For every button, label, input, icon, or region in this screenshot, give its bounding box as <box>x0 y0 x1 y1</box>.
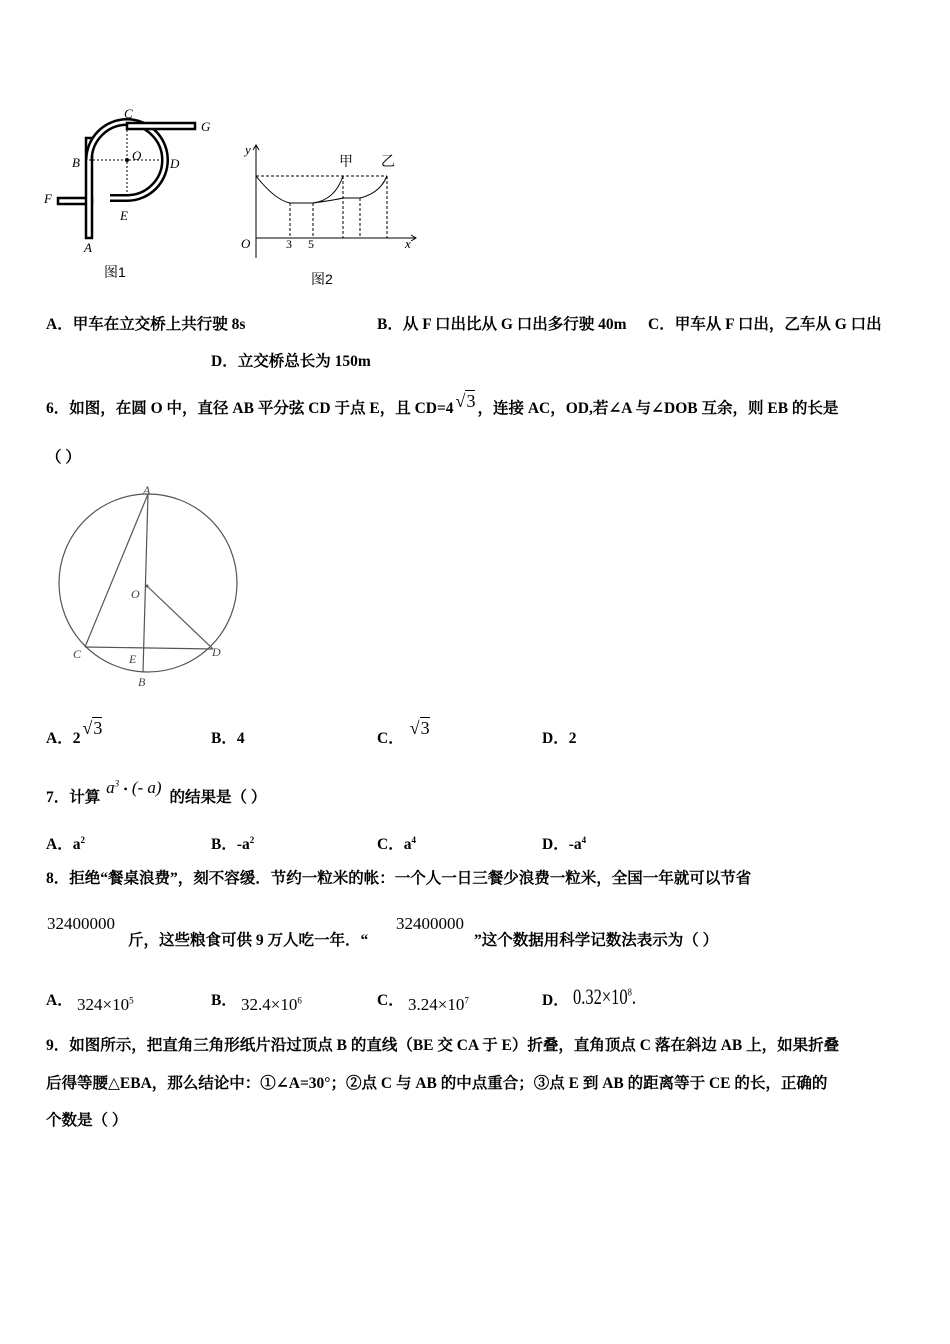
fig2-label-yi: 乙 <box>381 155 395 170</box>
fig2-label-y: y <box>245 142 251 157</box>
q8-option-c-label: C． <box>377 992 404 1009</box>
fig1-label-g: G <box>201 119 211 134</box>
fig2-label-o: O <box>241 236 251 251</box>
q8-line-1: 8．拒绝“餐桌浪费”，刻不容缓．节约一粒米的帐：一个人一日三餐少浪费一粒米，全国一年就可以节省 <box>46 870 752 887</box>
q8-line-2a: 斤，这些粮食可供 9 万人吃一年．“ <box>128 932 369 949</box>
q5-option-b: B．从 F 口出比从 G 口出多行驶 40m <box>377 316 627 333</box>
q7-option-b: B．$-a^2$ <box>211 834 255 853</box>
figure-2-caption: 图2 <box>311 271 333 287</box>
q8-option-d-value: $0.32\times 10^8$. <box>573 984 636 1009</box>
fig2-label-jia: 甲 <box>339 155 353 170</box>
q5-option-c: C．甲车从 F 口出，乙车从 G 口出 <box>648 316 882 333</box>
figure-1-caption: 图1 <box>104 264 126 280</box>
q9-line-1: 9．如图所示，把直角三角形纸片沿过顶点 B 的直线（BE 交 CA 于 E）折叠，直角顶点 C 落在斜边 AB 上，如果折叠 <box>46 1037 840 1054</box>
q8-option-d-label: D． <box>542 992 569 1009</box>
q8-option-b-value: $32.4\times 10^6$ <box>241 995 302 1014</box>
q6-paren: （ ） <box>46 449 81 466</box>
q7-option-c: C．$a^4$ <box>377 834 416 853</box>
q6-label-e: E <box>129 652 137 666</box>
q7-option-a: A．$a^2$ <box>46 834 85 853</box>
q5-option-d: D．立交桥总长为 150m <box>211 353 371 370</box>
q5-option-a: A．甲车在立交桥上共行驶 8s <box>46 316 246 333</box>
fig1-label-d: D <box>170 156 180 171</box>
figure-1-interchange <box>40 100 230 260</box>
q8-number-quoted: 32400000 <box>396 914 464 933</box>
fig1-label-f: F <box>44 191 52 206</box>
q8-number: 32400000 <box>47 914 115 933</box>
q7-option-d: D．$-a^4$ <box>542 834 587 853</box>
q6-option-b: B．4 <box>211 730 245 747</box>
q6-label-a: A <box>143 483 151 497</box>
q7-stem: 7．计算 $a^3$ • (- a) 的结果是（ ） <box>46 778 267 806</box>
fig1-label-b: B <box>72 155 80 170</box>
q6-option-a: A．2√3 <box>46 718 103 747</box>
q9-line-3: 个数是（ ） <box>46 1112 128 1129</box>
figure-2-graph <box>235 138 425 258</box>
q8-line-2b: ”这个数据用科学记数法表示为（ ） <box>474 932 719 949</box>
q8-option-c-value: $3.24\times 10^7$ <box>408 995 469 1014</box>
fig1-label-o: O <box>132 148 142 163</box>
fig2-tick-5: 5 <box>308 237 314 251</box>
q8-option-b-label: B． <box>211 992 237 1009</box>
q8-option-a-value: $324\times 10^5$ <box>77 995 134 1014</box>
q6-stem: 6．如图，在圆 O 中，直径 AB 平分弦 CD 于点 E，且 CD=4 √3 ，连接 AC，OD,若∠A 与∠DOB 互余，则 EB 的长是 <box>46 391 839 417</box>
q9-line-2: 后得等腰△EBA，那么结论中：①∠A=30°；②点 C 与 AB 的中点重合；③点 E 到 AB 的距离等于 CE 的长，正确的 <box>46 1075 828 1092</box>
q6-circle-figure <box>50 478 250 693</box>
fig1-label-c: C <box>124 106 133 121</box>
q6-label-o: O <box>131 587 140 601</box>
q6-option-d: D．2 <box>542 730 577 747</box>
q6-label-b: B <box>138 675 146 689</box>
fig2-tick-3: 3 <box>286 237 292 251</box>
q6-label-c: C <box>73 647 82 661</box>
fig1-label-e: E <box>120 208 128 223</box>
fig2-label-x: x <box>405 236 411 251</box>
q6-option-c: C．√3 <box>377 718 430 747</box>
fig1-label-a: A <box>84 240 92 255</box>
q6-label-d: D <box>212 645 221 659</box>
q8-option-a-label: A． <box>46 992 73 1009</box>
